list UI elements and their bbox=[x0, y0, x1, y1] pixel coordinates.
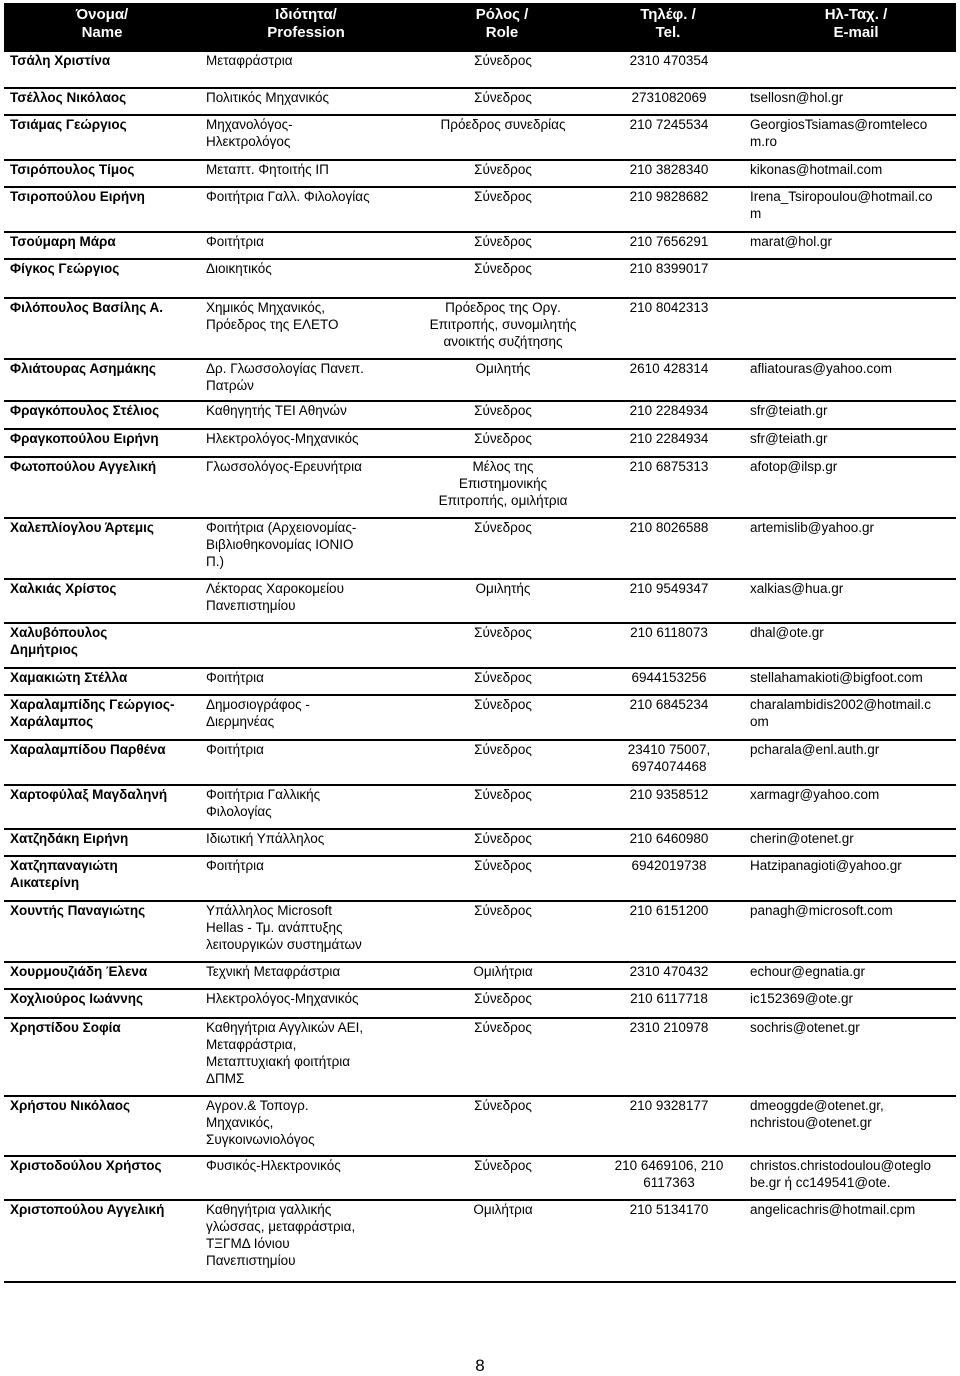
cell-tel: 210 7245534 bbox=[629, 117, 709, 132]
cell-email: stellahamakioti@bigfoot.com bbox=[750, 670, 923, 685]
cell-role: Πρόεδρος της Οργ. Επιτροπής, συνομιλητής ανοικτής συζήτησης bbox=[429, 300, 577, 349]
cell-role: Σύνεδρος bbox=[474, 991, 532, 1006]
cell-email: xalkias@hua.gr bbox=[750, 581, 844, 596]
cell-role: Σύνεδρος bbox=[474, 1020, 532, 1035]
cell-email: christos.christodoulou@oteglo be.gr ή cc149541@ote. bbox=[750, 1158, 932, 1190]
cell-tel: 6942019738 bbox=[631, 858, 707, 873]
cell-tel: 210 9549347 bbox=[629, 581, 709, 596]
cell-profession: Λέκτορας Χαροκομείου Πανεπιστημίου bbox=[206, 581, 344, 613]
cell-tel: 210 2284934 bbox=[629, 431, 709, 446]
cell-email: cherin@otenet.gr bbox=[750, 831, 854, 846]
cell-profession: Καθηγήτρια γαλλικής γλώσσας, μεταφράστρια, ΤΞΓΜΔ Ιόνιου Πανεπιστημίου bbox=[206, 1202, 356, 1268]
cell-email: Hatzipanagioti@yahoo.gr bbox=[750, 858, 902, 873]
cell-tel: 23410 75007, 6974074468 bbox=[627, 742, 711, 774]
page-number: 8 bbox=[475, 1356, 485, 1375]
table-row bbox=[4, 829, 956, 855]
cell-name: Χαραλαμπίδου Παρθένα bbox=[10, 742, 166, 757]
cell-name: Χαλεπλίογλου Άρτεμις bbox=[10, 520, 154, 535]
cell-name: Τσούμαρη Μάρα bbox=[10, 234, 116, 249]
cell-name: Φωτοπούλου Αγγελική bbox=[10, 459, 157, 474]
cell-role: Σύνεδρος bbox=[474, 234, 532, 249]
cell-tel: 2610 428314 bbox=[629, 361, 709, 376]
cell-role: Σύνεδρος bbox=[474, 697, 532, 712]
cell-role: Σύνεδρος bbox=[474, 858, 532, 873]
cell-role: Σύνεδρος bbox=[474, 625, 532, 640]
cell-name: Χαμακιώτη Στέλλα bbox=[10, 670, 128, 685]
cell-email: ic152369@ote.gr bbox=[750, 991, 854, 1006]
table-row bbox=[4, 457, 956, 517]
cell-role: Σύνεδρος bbox=[474, 831, 532, 846]
cell-profession: Μηχανολόγος- Ηλεκτρολόγος bbox=[206, 117, 293, 149]
cell-tel: 210 6460980 bbox=[629, 831, 709, 846]
cell-profession: Φοιτήτρια Γαλλικής Φιλολογίας bbox=[206, 787, 321, 819]
table-row bbox=[4, 1018, 956, 1095]
table-row bbox=[4, 115, 956, 159]
cell-profession: Δρ. Γλωσσολογίας Πανεπ. Πατρών bbox=[206, 361, 364, 393]
table-row bbox=[4, 989, 956, 1017]
table-row bbox=[4, 88, 956, 114]
cell-email: charalambidis2002@hotmail.c om bbox=[750, 697, 932, 729]
table-row bbox=[4, 579, 956, 622]
cell-tel: 210 8399017 bbox=[629, 261, 709, 276]
cell-role: Σύνεδρος bbox=[474, 787, 532, 802]
table-row bbox=[4, 187, 956, 231]
cell-profession: Φυσικός-Ηλεκτρονικός bbox=[206, 1158, 341, 1173]
table-row bbox=[4, 901, 956, 961]
table-row bbox=[4, 232, 956, 258]
cell-tel: 210 8042313 bbox=[629, 300, 709, 315]
cell-email bbox=[744, 259, 956, 297]
cell-email bbox=[744, 52, 956, 87]
table-row bbox=[4, 359, 956, 400]
table-row bbox=[4, 856, 956, 900]
cell-role: Μέλος της Επιστημονικής Επιτροπής, ομιλήτρια bbox=[438, 459, 568, 508]
cell-tel: 210 8026588 bbox=[629, 520, 709, 535]
cell-email: tsellosn@hol.gr bbox=[750, 90, 844, 105]
cell-name: Τσάλη Χριστίνα bbox=[10, 53, 111, 68]
cell-role: Σύνεδρος bbox=[474, 53, 532, 68]
cell-tel: 6944153256 bbox=[631, 670, 707, 685]
cell-profession: Φοιτήτρια (Αρχειονομίας- Βιβλιοθηκονομίας ΙΟΝΙΟ Π.) bbox=[206, 520, 357, 569]
table-row bbox=[4, 623, 956, 667]
cell-role: Πρόεδρος συνεδρίας bbox=[440, 117, 566, 132]
cell-email: artemislib@yahoo.gr bbox=[750, 520, 875, 535]
table-row bbox=[4, 1156, 956, 1199]
cell-profession: Καθηγήτρια Αγγλικών ΑΕΙ, Μεταφράστρια, Μεταπτυχιακή φοιτήτρια ΔΠΜΣ bbox=[206, 1020, 364, 1086]
cell-email: xarmagr@yahoo.com bbox=[750, 787, 880, 802]
cell-name: Χαραλαμπίδης Γεώργιος- Χαράλαμπος bbox=[10, 697, 175, 729]
cell-tel: 2310 210978 bbox=[629, 1020, 709, 1035]
cell-name: Χριστοπούλου Αγγελική bbox=[10, 1202, 165, 1217]
table-row bbox=[4, 962, 956, 988]
cell-name: Χουρμουζιάδη Έλενα bbox=[10, 964, 148, 979]
cell-email: sochris@otenet.gr bbox=[750, 1020, 860, 1035]
cell-name: Χαλκιάς Χρίστος bbox=[10, 581, 117, 596]
cell-profession: Φοιτήτρια bbox=[206, 670, 264, 685]
table-row bbox=[4, 785, 956, 828]
cell-profession: Φοιτήτρια bbox=[206, 858, 264, 873]
table-row bbox=[4, 518, 956, 578]
cell-profession: Διοικητικός bbox=[206, 261, 272, 276]
cell-email: pcharala@enl.auth.gr bbox=[750, 742, 880, 757]
cell-tel: 210 9328177 bbox=[629, 1098, 709, 1113]
cell-tel: 210 9828682 bbox=[629, 189, 709, 204]
cell-name: Φραγκόπουλος Στέλιος bbox=[10, 403, 160, 418]
header-profession: Ιδιότητα/ Profession bbox=[200, 3, 412, 52]
cell-profession: Μεταπτ. Φητοιτής ΙΠ bbox=[206, 162, 329, 177]
cell-email: kikonas@hotmail.com bbox=[750, 162, 883, 177]
cell-profession: Ηλεκτρολόγος-Μηχανικός bbox=[206, 431, 359, 446]
cell-role: Σύνεδρος bbox=[474, 903, 532, 918]
table-row bbox=[4, 1096, 956, 1155]
cell-tel: 210 9358512 bbox=[629, 787, 709, 802]
cell-profession: Φοιτήτρια Γαλλ. Φιλολογίας bbox=[206, 189, 370, 204]
cell-profession bbox=[200, 623, 412, 667]
cell-tel: 210 2284934 bbox=[629, 403, 709, 418]
cell-tel: 210 6118073 bbox=[630, 625, 708, 640]
table-row bbox=[4, 695, 956, 739]
cell-profession: Υπάλληλος Microsoft Hellas - Τμ. ανάπτυξης λειτουργικών συστημάτων bbox=[206, 903, 362, 952]
cell-name: Τσέλλος Νικόλαος bbox=[10, 90, 127, 105]
cell-email: afotop@ilsp.gr bbox=[750, 459, 838, 474]
row-separator-line bbox=[4, 1281, 956, 1282]
cell-role: Ομιλήτρια bbox=[473, 964, 533, 979]
cell-tel: 2731082069 bbox=[631, 90, 707, 105]
table-row bbox=[4, 401, 956, 428]
cell-email: afliatouras@yahoo.com bbox=[750, 361, 893, 376]
table-row bbox=[4, 160, 956, 186]
cell-name: Χαλυβόπουλος Δημήτριος bbox=[10, 625, 108, 657]
cell-tel: 210 5134170 bbox=[629, 1202, 709, 1217]
cell-tel: 2310 470354 bbox=[629, 53, 709, 68]
table-row bbox=[4, 259, 956, 297]
cell-tel: 210 3828340 bbox=[629, 162, 709, 177]
cell-role: Σύνεδρος bbox=[474, 261, 532, 276]
table-body bbox=[4, 52, 956, 1282]
cell-tel: 210 6875313 bbox=[629, 459, 709, 474]
cell-role: Σύνεδρος bbox=[474, 520, 532, 535]
cell-profession: Τεχνική Μεταφράστρια bbox=[206, 964, 341, 979]
cell-profession: Πολιτικός Μηχανικός bbox=[206, 90, 330, 105]
header-tel: Τηλέφ. / Tel. bbox=[592, 3, 744, 52]
cell-profession: Καθηγητής ΤΕΙ Αθηνών bbox=[206, 403, 347, 418]
cell-name: Χαρτοφύλαξ Μαγδαληνή bbox=[10, 787, 168, 802]
table-header bbox=[4, 3, 956, 52]
cell-name: Φίγκος Γεώργιος bbox=[10, 261, 120, 276]
cell-profession: Δημοσιογράφος - Διερμηνέας bbox=[206, 697, 310, 729]
cell-role: Ομιλητής bbox=[475, 361, 531, 376]
table-row bbox=[4, 740, 956, 784]
cell-profession: Φοιτήτρια bbox=[206, 742, 264, 757]
header-name: Όνομα/ Name bbox=[4, 3, 200, 52]
cell-role: Σύνεδρος bbox=[474, 670, 532, 685]
table-row bbox=[4, 52, 956, 87]
cell-email: sfr@teiath.gr bbox=[750, 403, 828, 418]
cell-name: Τσιρόπουλος Τίμος bbox=[10, 162, 135, 177]
cell-name: Χρήστου Νικόλαος bbox=[10, 1098, 131, 1113]
cell-role: Ομιλητής bbox=[475, 581, 531, 596]
cell-role: Σύνεδρος bbox=[474, 403, 532, 418]
cell-name: Φιλόπουλος Βασίλης Α. bbox=[10, 300, 164, 315]
cell-name: Χοχλιούρος Ιωάννης bbox=[10, 991, 144, 1006]
cell-email bbox=[744, 298, 956, 358]
table-row bbox=[4, 668, 956, 694]
table-row bbox=[4, 429, 956, 456]
cell-profession: Ηλεκτρολόγος-Μηχανικός bbox=[206, 991, 359, 1006]
cell-email: dhal@ote.gr bbox=[750, 625, 824, 640]
cell-name: Τσιάμας Γεώργιος bbox=[10, 117, 127, 132]
cell-profession: Γλωσσολόγος-Ερευνήτρια bbox=[206, 459, 362, 474]
cell-email: dmeoggde@otenet.gr, nchristou@otenet.gr bbox=[750, 1098, 884, 1130]
cell-profession: Ιδιωτική Υπάλληλος bbox=[206, 831, 325, 846]
cell-role: Ομιλήτρια bbox=[473, 1202, 533, 1217]
cell-name: Χριστοδούλου Χρήστος bbox=[10, 1158, 162, 1173]
cell-name: Χρηστίδου Σοφία bbox=[10, 1020, 121, 1035]
header-row bbox=[4, 3, 956, 52]
participants-table bbox=[4, 3, 956, 1283]
cell-tel: 210 6845234 bbox=[629, 697, 709, 712]
header-role: Ρόλος / Role bbox=[412, 3, 592, 52]
cell-tel: 210 7656291 bbox=[629, 234, 709, 249]
cell-tel: 210 6469106, 210 6117363 bbox=[614, 1158, 724, 1190]
cell-name: Φραγκοπούλου Ειρήνη bbox=[10, 431, 159, 446]
cell-profession: Αγρον.& Τοπογρ. Μηχανικός, Συγκοινωνιολόγος bbox=[206, 1098, 315, 1147]
cell-profession: Χημικός Μηχανικός, Πρόεδρος της ΕΛΕΤΟ bbox=[206, 300, 339, 332]
cell-role: Σύνεδρος bbox=[474, 162, 532, 177]
row-separator bbox=[4, 1281, 956, 1282]
cell-profession: Μεταφράστρια bbox=[206, 53, 293, 68]
cell-profession: Φοιτήτρια bbox=[206, 234, 264, 249]
cell-role: Σύνεδρος bbox=[474, 90, 532, 105]
cell-email: panagh@microsoft.com bbox=[750, 903, 893, 918]
cell-name: Χουντής Παναγιώτης bbox=[10, 903, 146, 918]
cell-email: marat@hol.gr bbox=[750, 234, 832, 249]
cell-name: Χατζηδάκη Ειρήνη bbox=[10, 831, 129, 846]
table-row bbox=[4, 298, 956, 358]
cell-role: Σύνεδρος bbox=[474, 189, 532, 204]
cell-name: Τσιροπούλου Ειρήνη bbox=[10, 189, 145, 204]
cell-role: Σύνεδρος bbox=[474, 1158, 532, 1173]
cell-name: Χατζηπαναγιώτη Αικατερίνη bbox=[10, 858, 118, 890]
table-row bbox=[4, 1200, 956, 1281]
cell-role: Σύνεδρος bbox=[474, 1098, 532, 1113]
cell-name: Φλιάτουρας Ασημάκης bbox=[10, 361, 156, 376]
cell-tel: 2310 470432 bbox=[629, 964, 709, 979]
cell-role: Σύνεδρος bbox=[474, 431, 532, 446]
cell-email: echour@egnatia.gr bbox=[750, 964, 866, 979]
cell-role: Σύνεδρος bbox=[474, 742, 532, 757]
cell-email: angelicachris@hotmail.cpm bbox=[750, 1202, 916, 1217]
header-email: Ηλ-Ταχ. / E-mail bbox=[744, 3, 956, 52]
cell-email: GeorgiosTsiamas@romteleco m.ro bbox=[750, 117, 928, 149]
cell-tel: 210 6117718 bbox=[630, 991, 708, 1006]
cell-email: Irena_Tsiropoulou@hotmail.co m bbox=[750, 189, 933, 221]
cell-email: sfr@teiath.gr bbox=[750, 431, 828, 446]
cell-tel: 210 6151200 bbox=[629, 903, 709, 918]
